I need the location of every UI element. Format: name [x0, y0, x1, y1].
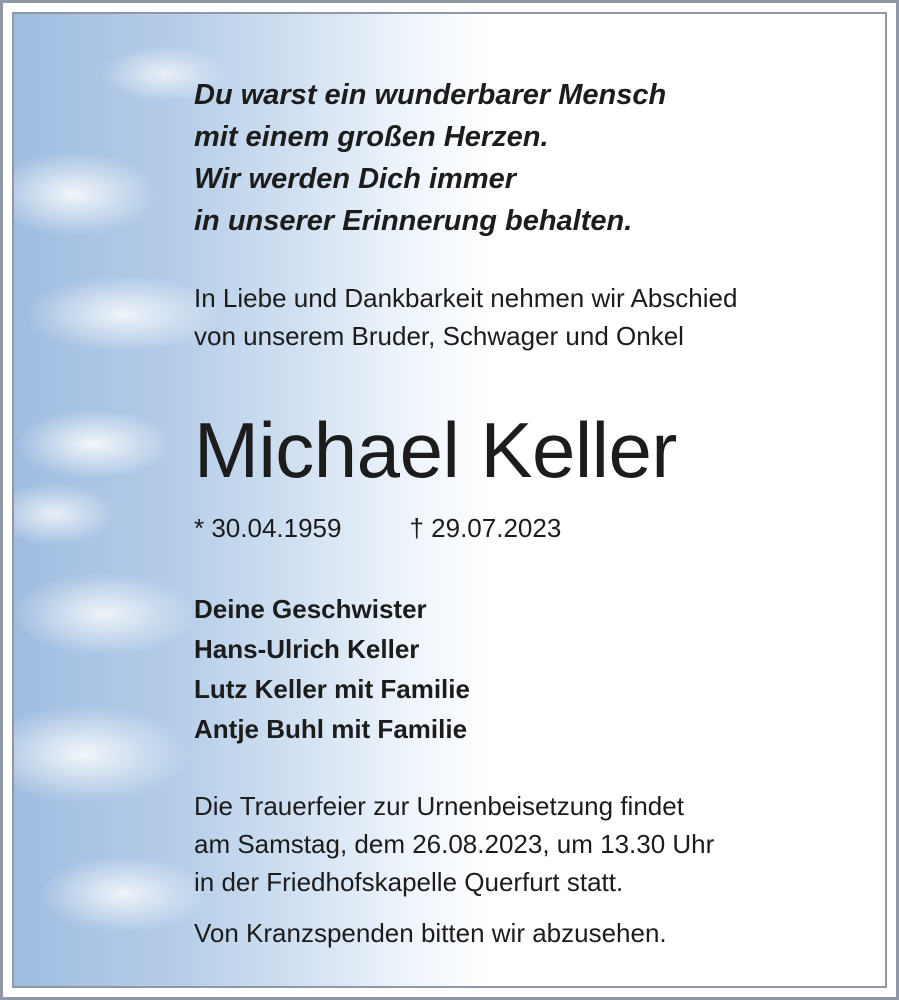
farewell-intro: [194, 279, 737, 355]
death-date: † 29.07.2023: [409, 513, 562, 543]
motto-line: in unserer Erinnerung behalten.: [194, 205, 633, 237]
ceremony-line: Die Trauerfeier zur Urnenbeisetzung findet: [194, 791, 684, 821]
ceremony-line: am Samstag, dem 26.08.2023, um 13.30 Uhr: [194, 829, 715, 859]
intro-line: In Liebe und Dankbarkeit nehmen wir Abschied: [194, 283, 738, 313]
mourner-line: Hans-Ulrich Keller: [194, 634, 420, 664]
mourner-line: Lutz Keller mit Familie: [194, 674, 470, 704]
ceremony-line: in der Friedhofskapelle Querfurt statt.: [194, 867, 624, 897]
motto-line: mit einem großen Herzen.: [194, 121, 549, 153]
deceased-name: Michael Keller: [194, 406, 677, 494]
intro-line: von unserem Bruder, Schwager und Onkel: [194, 321, 684, 351]
mourner-line: Antje Buhl mit Familie: [194, 714, 468, 744]
motto-line: Du warst ein wunderbarer Mensch: [194, 79, 667, 111]
mourner-line: Deine Geschwister: [194, 594, 427, 624]
motto-verse: [194, 74, 666, 242]
funeral-ceremony-info: [194, 787, 714, 901]
life-dates: [194, 510, 561, 546]
obituary-panel: [12, 12, 887, 988]
birth-date: * 30.04.1959: [194, 513, 342, 543]
mourners-list: [194, 589, 470, 749]
wreath-note: Von Kranzspenden bitten wir abzusehen.: [194, 918, 667, 948]
motto-line: Wir werden Dich immer: [194, 163, 517, 195]
